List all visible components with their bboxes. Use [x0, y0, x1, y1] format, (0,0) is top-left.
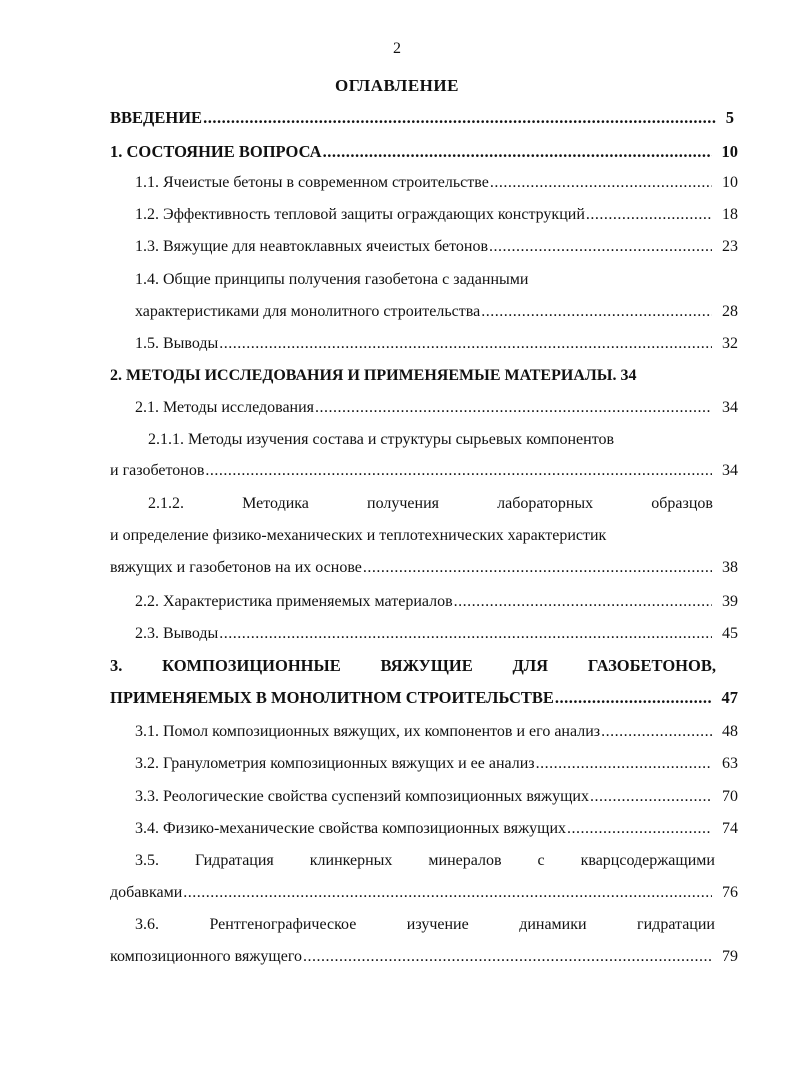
toc-entry-page: 76	[722, 884, 738, 901]
dot-leader	[203, 108, 716, 128]
toc-entry-title: добавками	[110, 884, 183, 901]
dot-leader	[555, 688, 712, 708]
word: ДЛЯ	[512, 656, 549, 675]
toc-entry-3-5-line1[interactable]	[135, 851, 715, 871]
toc-entry-page: 38	[722, 559, 738, 576]
toc-entry-2-3[interactable]	[135, 624, 738, 644]
dot-leader	[590, 787, 712, 807]
toc-entry-3-1[interactable]	[135, 722, 738, 742]
toc-entry-page: 5	[725, 108, 734, 127]
toc-entry-3-5[interactable]	[110, 883, 738, 903]
toc-entry-page: 74	[722, 820, 738, 837]
toc-entry-page: 63	[722, 755, 738, 772]
toc-entry-page: 47	[721, 688, 738, 707]
word: получения	[367, 495, 439, 512]
dot-leader	[363, 558, 712, 578]
word: 3.6.	[135, 916, 159, 933]
dot-leader	[481, 302, 712, 322]
toc-entry-1-3[interactable]	[135, 237, 738, 257]
toc-entry-1-1[interactable]	[135, 173, 738, 193]
toc-entry-section-3[interactable]	[110, 688, 738, 708]
toc-entry-3-3[interactable]	[135, 787, 738, 807]
toc-entry-2-1-2-line1[interactable]	[148, 494, 713, 514]
toc-entry-page: 32	[722, 335, 738, 352]
toc-entry-page: 34	[722, 399, 738, 416]
toc-entry-page: 10	[721, 142, 738, 161]
toc-entry-3-2[interactable]	[135, 754, 738, 774]
toc-entry-1-2[interactable]	[135, 205, 738, 225]
toc-entry-title: ВВЕДЕНИЕ	[110, 108, 203, 127]
toc-entry-2-1-1[interactable]	[110, 461, 738, 481]
word: изучение	[406, 916, 469, 933]
word: КОМПОЗИЦИОННЫЕ	[162, 656, 341, 675]
toc-entry-page: 39	[722, 593, 738, 610]
word: минералов	[428, 852, 502, 869]
toc-entry-3-6[interactable]	[110, 947, 738, 967]
toc-entry-title: 1.2. Эффективность тепловой защиты ограждающих конструкций	[135, 206, 585, 223]
toc-entry-title: композиционного вяжущего	[110, 948, 302, 965]
word: ВЯЖУЩИЕ	[380, 656, 473, 675]
toc-entry-1-4[interactable]	[135, 302, 738, 322]
toc-entry-3-4[interactable]	[135, 819, 738, 839]
toc-entry-2-1[interactable]	[135, 398, 738, 418]
toc-entry-3-6-line1[interactable]	[135, 915, 715, 935]
toc-entry-introduction[interactable]	[110, 108, 734, 128]
word: 3.	[110, 656, 123, 675]
page-number: 2	[393, 40, 401, 57]
word: динамики	[519, 916, 587, 933]
toc-entry-page: 48	[722, 723, 738, 740]
toc-entry-section-2[interactable]: 2. МЕТОДЫ ИССЛЕДОВАНИЯ И ПРИМЕНЯЕМЫЕ МАТЕРИАЛЫ. 34	[110, 367, 637, 384]
dot-leader	[183, 883, 712, 903]
dot-leader	[567, 819, 712, 839]
toc-entry-title: 3.2. Гранулометрия композиционных вяжущих и ее анализ	[135, 755, 535, 772]
dot-leader	[536, 754, 712, 774]
word: лабораторных	[497, 495, 594, 512]
dot-leader	[601, 722, 712, 742]
toc-entry-title: 1.5. Выводы	[135, 335, 219, 352]
toc-entry-title: 3.1. Помол композиционных вяжущих, их компонентов и его анализ	[135, 723, 601, 740]
dot-leader	[205, 461, 712, 481]
toc-entry-page: 23	[722, 238, 738, 255]
toc-entry-1-5[interactable]	[135, 334, 738, 354]
toc-entry-page: 70	[722, 788, 738, 805]
toc-entry-page: 28	[722, 303, 738, 320]
toc-entry-section-1[interactable]	[110, 142, 738, 162]
toc-entry-title: 2.1. Методы исследования	[135, 399, 315, 416]
toc-entry-title: и газобетонов	[110, 462, 205, 479]
toc-entry-title: 2.3. Выводы	[135, 625, 219, 642]
dot-leader	[323, 142, 712, 162]
toc-entry-section-3-line1[interactable]	[110, 656, 716, 676]
toc-entry-title: 2. МЕТОДЫ ИССЛЕДОВАНИЯ И ПРИМЕНЯЕМЫЕ МАТЕРИАЛЫ	[110, 367, 613, 384]
dot-leader	[586, 205, 712, 225]
word: образцов	[651, 495, 713, 512]
toc-entry-title: вяжущих и газобетонов на их основе	[110, 559, 362, 576]
toc-entry-page: 79	[722, 948, 738, 965]
toc-entry-page: 10	[722, 174, 738, 191]
word: с	[537, 852, 545, 869]
dot-leader	[489, 237, 712, 257]
toc-entry-title: 2.2. Характеристика применяемых материалов	[135, 593, 453, 610]
toc-entry-title: 3.3. Реологические свойства суспензий композиционных вяжущих	[135, 788, 589, 805]
toc-entry-2-1-1-line1[interactable]: 2.1.1. Методы изучения состава и структуры сырьевых компонентов	[148, 431, 615, 448]
dot-leader	[219, 624, 712, 644]
toc-entry-page: 45	[722, 625, 738, 642]
word: 2.1.2.	[148, 495, 184, 512]
word: Гидратация	[194, 852, 274, 869]
toc-entry-1-4-line1[interactable]: 1.4. Общие принципы получения газобетона с заданными	[135, 271, 529, 288]
word: ГАЗОБЕТОНОВ,	[587, 656, 716, 675]
word: Методика	[242, 495, 309, 512]
toc-entry-page: 34	[722, 462, 738, 479]
toc-entry-title: 1.3. Вяжущие для неавтоклавных ячеистых бетонов	[135, 238, 489, 255]
dot-leader	[219, 334, 712, 354]
word: гидратации	[637, 916, 715, 933]
toc-entry-2-1-2[interactable]	[110, 558, 738, 578]
toc-entry-2-2[interactable]	[135, 592, 738, 612]
toc-entry-page: 34	[620, 367, 637, 384]
toc-entry-title: характеристиками для монолитного строительства	[135, 303, 481, 320]
page-title: ОГЛАВЛЕНИЕ	[335, 76, 459, 95]
dot-leader	[315, 398, 712, 418]
toc-entry-title: ПРИМЕНЯЕМЫХ В МОНОЛИТНОМ СТРОИТЕЛЬСТВЕ	[110, 688, 554, 707]
toc-entry-title: 1. СОСТОЯНИЕ ВОПРОСА	[110, 142, 322, 161]
toc-entry-title: 1.1. Ячеистые бетоны в современном строительстве	[135, 174, 489, 191]
toc-entry-page: 18	[722, 206, 738, 223]
word: клинкерных	[309, 852, 393, 869]
dot-leader	[490, 173, 712, 193]
dot-leader	[303, 947, 712, 967]
word: кварцсодержащими	[580, 852, 715, 869]
word: Рентгенографическое	[209, 916, 357, 933]
toc-entry-title: 3.4. Физико-механические свойства композиционных вяжущих	[135, 820, 567, 837]
word: 3.5.	[135, 852, 159, 869]
toc-entry-2-1-2-line2[interactable]: и определение физико-механических и теплотехнических характеристик	[110, 527, 607, 544]
dot-leader	[454, 592, 712, 612]
